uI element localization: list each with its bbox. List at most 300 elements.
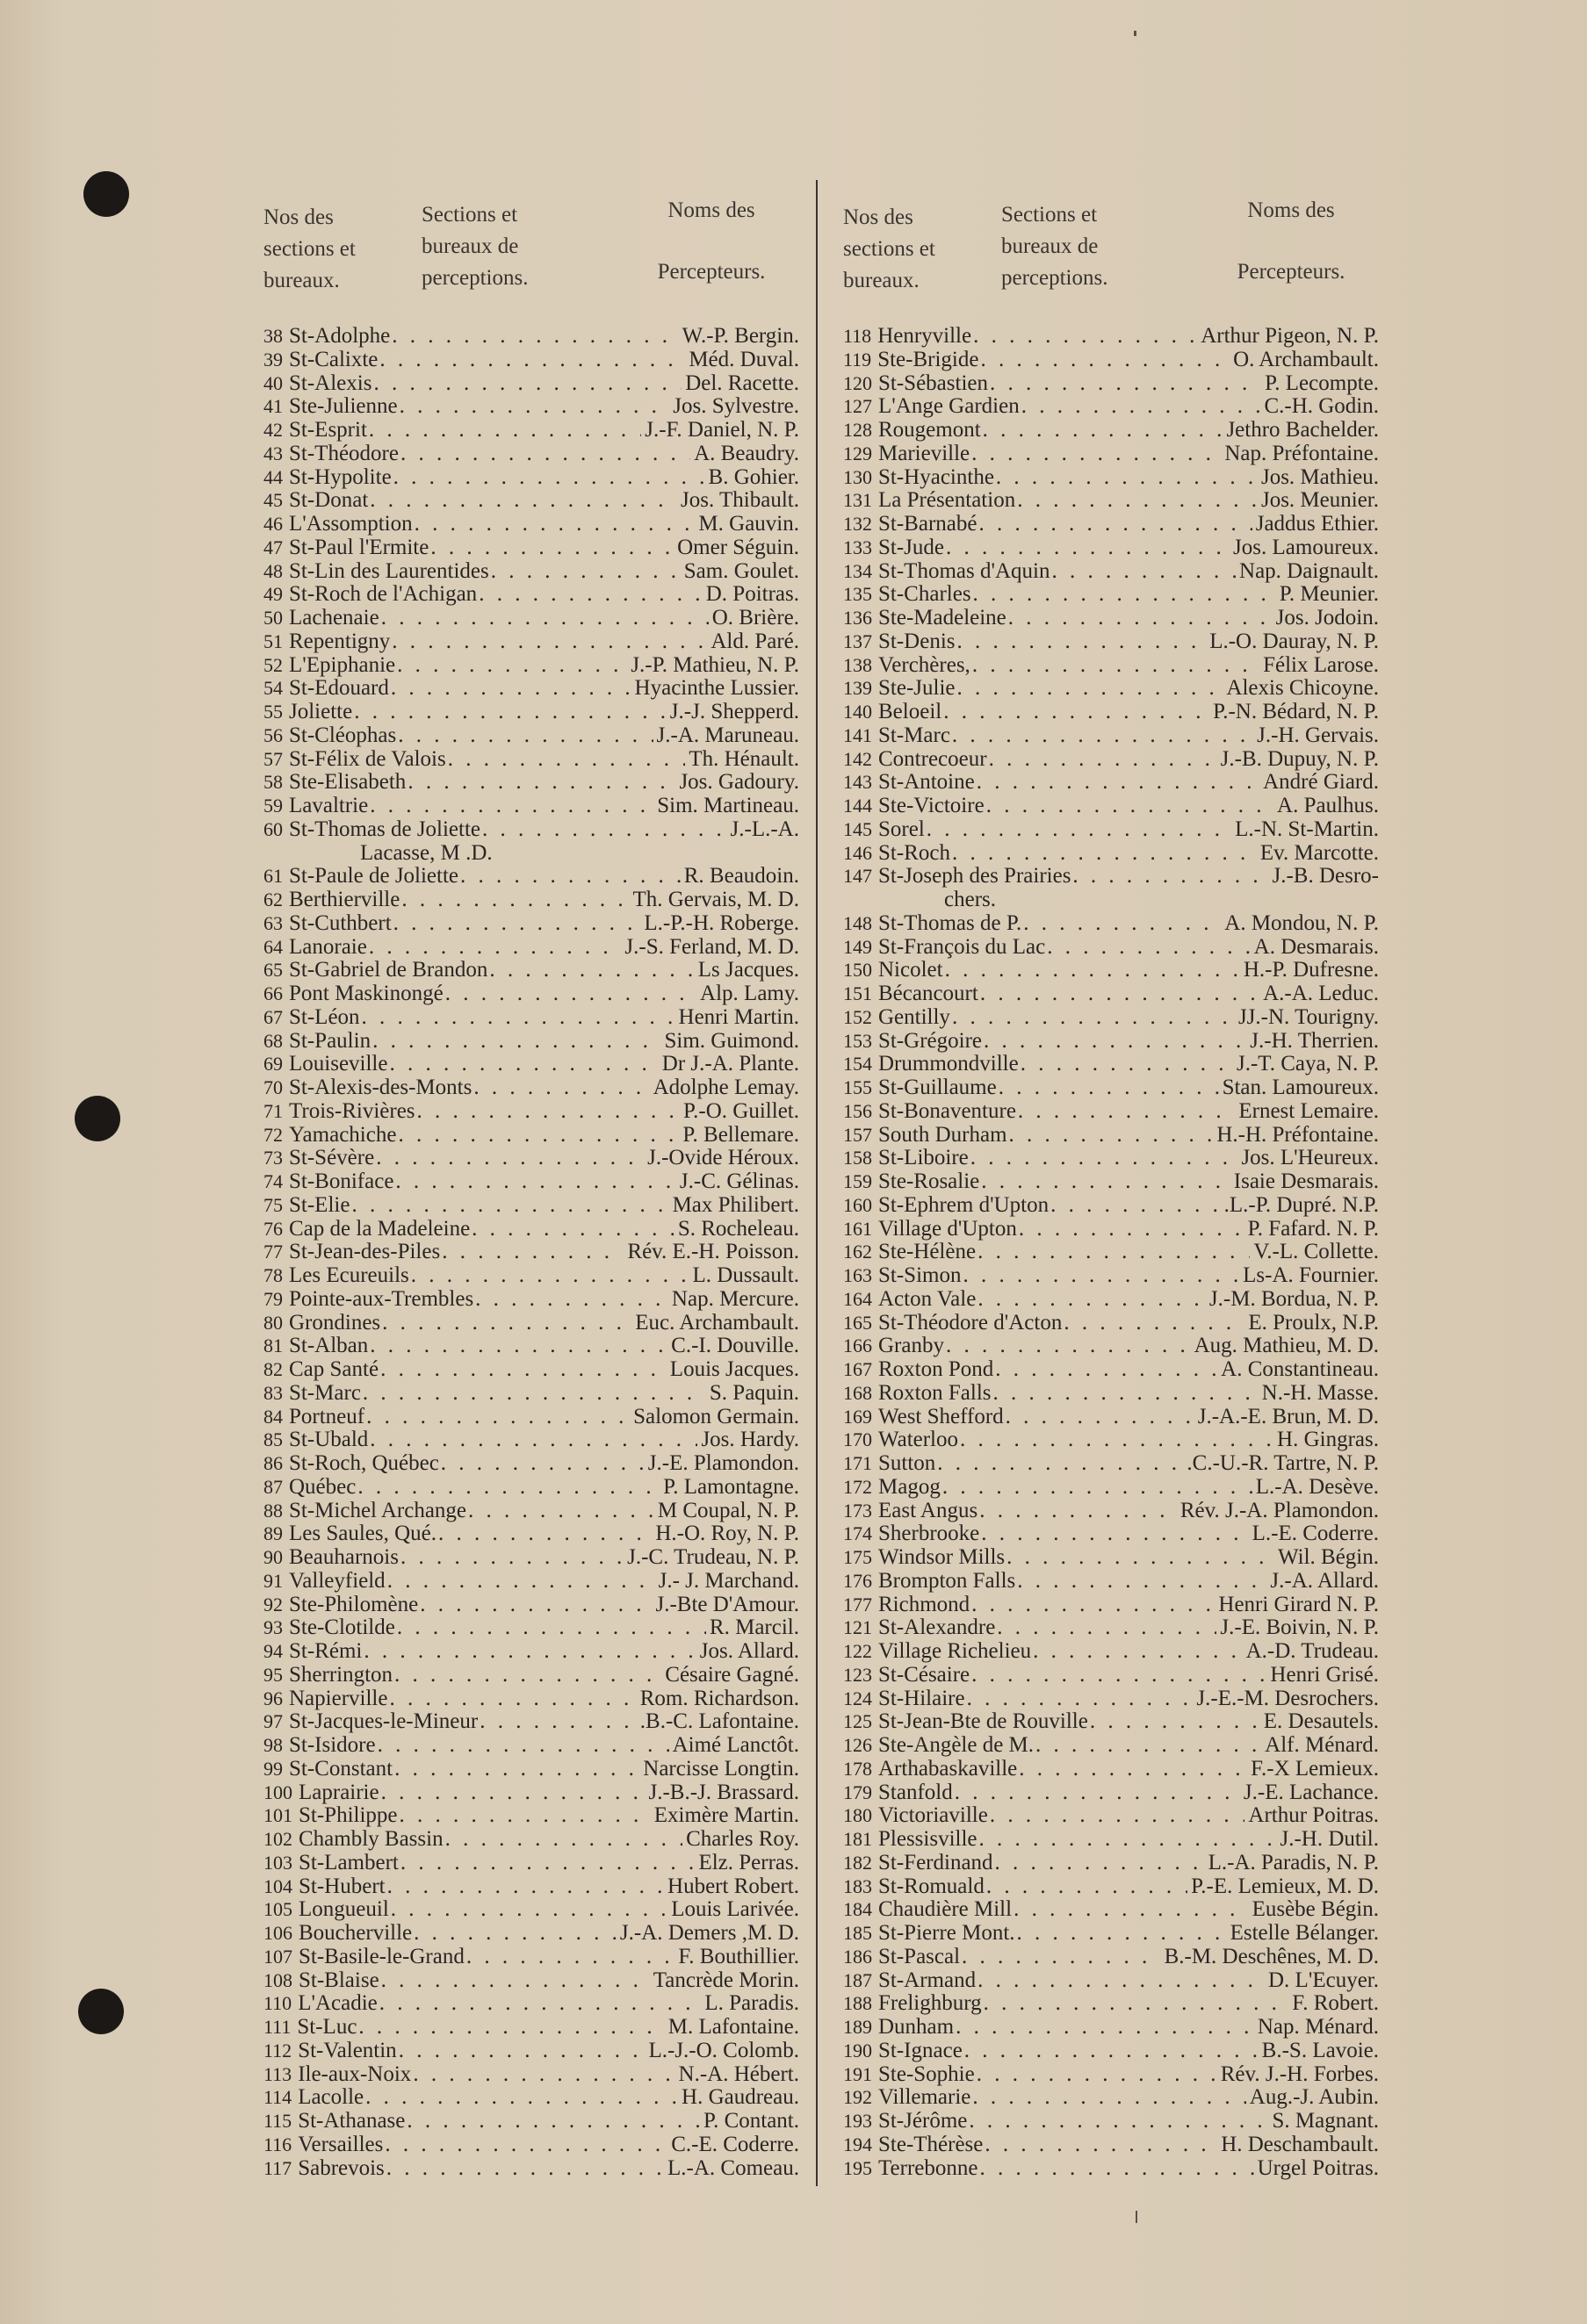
dot-leader	[976, 1288, 1206, 1312]
collector-name: Eusèbe Bégin.	[1252, 1897, 1379, 1922]
list-item	[843, 395, 1379, 419]
list-item	[263, 677, 799, 701]
section-number: 162	[843, 1241, 872, 1263]
list-item	[843, 795, 1379, 818]
list-item	[263, 1710, 799, 1734]
collector-name: D. L'Ecuyer.	[1268, 1968, 1379, 1992]
section-name: Beauharnois	[289, 1545, 399, 1569]
collector-name: J.-E. Plamondon.	[647, 1451, 799, 1475]
collector-name: Nap. Mercure.	[671, 1286, 799, 1311]
list-item	[843, 1710, 1379, 1734]
collector-name: J.-S. Ferland, M. D.	[624, 934, 799, 959]
dot-leader	[368, 489, 677, 513]
collector-name: A. Paulhus.	[1277, 794, 1379, 817]
list-item	[843, 1312, 1379, 1335]
section-name: St-Armand	[878, 1968, 977, 1992]
dot-leader	[378, 1992, 702, 2016]
dot-leader	[970, 654, 1259, 678]
collector-name: A. Mondou, N. P.	[1224, 910, 1379, 935]
collector-name-continued: Lacasse, M .D.	[360, 840, 493, 865]
list-item	[843, 536, 1379, 560]
list-item	[843, 1992, 1379, 2016]
section-number: 147	[843, 865, 872, 888]
collector-name: E. Proulx, N.P.	[1248, 1310, 1379, 1335]
collector-name: Euc. Archambault.	[635, 1310, 799, 1335]
list-item	[843, 583, 1379, 607]
binder-hole-bottom	[78, 1989, 124, 2034]
section-name: Ste-Philomène	[289, 1592, 419, 1616]
column-headers	[263, 198, 799, 307]
section-name: Lachenaie	[289, 606, 379, 630]
list-item	[263, 1194, 799, 1218]
section-number: 166	[843, 1335, 872, 1357]
list-item	[843, 1076, 1379, 1100]
list-item	[263, 2040, 799, 2063]
list-item	[263, 1898, 799, 1922]
column-divider	[816, 180, 818, 2186]
collector-name: Jos. Thibault.	[681, 488, 799, 513]
dot-leader	[392, 466, 705, 490]
dot-leader	[389, 1898, 667, 1922]
collector-name: N.-A. Hébert.	[678, 2061, 799, 2086]
collector-name: J.-L.-A.	[730, 817, 799, 841]
section-number: 160	[843, 1193, 872, 1216]
dot-leader	[994, 466, 1258, 490]
dot-leader	[977, 2157, 1253, 2181]
list-item	[843, 1428, 1379, 1452]
dot-leader	[970, 1594, 1215, 1617]
list-item	[263, 1428, 799, 1452]
list-item	[263, 325, 799, 349]
section-name: Les Saules, Qué.	[289, 1522, 437, 1546]
section-number: 174	[843, 1522, 872, 1545]
list-item	[263, 1922, 799, 1946]
section-number: 74	[263, 1170, 283, 1192]
section-name: Repentigny	[289, 629, 391, 653]
list-item	[263, 1992, 799, 2016]
section-name: St-Pascal	[878, 1944, 961, 1968]
section-name: Sorel	[878, 817, 925, 841]
section-number: 137	[843, 630, 872, 652]
collector-name: Jos. Meunier.	[1260, 488, 1379, 513]
dot-leader	[970, 1664, 1266, 1687]
collector-name: L.-J.-O. Colomb.	[648, 2038, 799, 2062]
section-number: 60	[263, 817, 283, 840]
section-number: 113	[263, 2062, 292, 2085]
list-item	[843, 724, 1379, 748]
collector-name: Charles Roy.	[686, 1827, 799, 1851]
section-number: 107	[263, 1945, 292, 1968]
section-number: 124	[843, 1687, 872, 1709]
section-number: 141	[843, 723, 872, 746]
collector-name: Alp. Lamy.	[700, 982, 799, 1005]
list-item	[263, 1030, 799, 1054]
right-column	[843, 198, 1379, 2180]
collector-name: Del. Racette.	[685, 371, 799, 395]
section-number: 134	[843, 559, 872, 582]
list-item	[843, 2063, 1379, 2087]
list-item	[843, 1946, 1379, 1969]
section-name: Village Richelieu	[878, 1639, 1032, 1663]
list-item	[843, 1758, 1379, 1781]
collector-name: S. Magnant.	[1272, 2109, 1379, 2133]
section-number: 57	[263, 747, 283, 770]
section-number: 65	[263, 959, 283, 982]
section-number: 64	[263, 935, 283, 958]
section-name: Sutton	[878, 1451, 936, 1475]
section-number: 179	[843, 1781, 872, 1803]
collector-name: Dr J.-A. Plante.	[661, 1052, 799, 1076]
dot-leader	[983, 2133, 1217, 2157]
collector-name: L.-A. Comeau.	[667, 2155, 799, 2180]
collector-name: JJ.-N. Tourigny.	[1237, 1004, 1379, 1029]
section-name: Arthabaskaville	[878, 1756, 1018, 1781]
section-number: 40	[263, 371, 283, 394]
section-name: St-Michel Archange	[289, 1498, 467, 1522]
section-name: Ste-Victoire	[878, 794, 985, 817]
collector-name: Urgel Poitras.	[1257, 2155, 1379, 2180]
section-number: 86	[263, 1452, 283, 1474]
list-item	[263, 1124, 799, 1148]
section-number: 58	[263, 771, 283, 794]
collector-name: J.-E.-M. Desrochers.	[1196, 1686, 1379, 1710]
dot-leader	[1071, 865, 1268, 889]
section-name: Nicolet	[878, 958, 943, 982]
section-number: 88	[263, 1499, 283, 1522]
dot-leader	[1019, 1053, 1233, 1076]
section-number: 97	[263, 1710, 283, 1733]
section-name: St-Luc	[297, 2015, 357, 2039]
dot-leader	[415, 1100, 681, 1124]
dot-leader	[379, 1781, 646, 1805]
section-name: Gentilly	[878, 1004, 950, 1029]
section-name: St-Ferdinand	[878, 1850, 993, 1874]
list-item	[263, 818, 799, 842]
dot-leader	[985, 795, 1273, 818]
dot-leader	[396, 1124, 679, 1148]
section-name: Laprairie	[299, 1780, 379, 1804]
section-number: 54	[263, 677, 283, 700]
dot-leader	[978, 982, 1259, 1006]
section-number: 79	[263, 1287, 283, 1310]
list-item	[843, 1898, 1379, 1922]
dot-leader	[979, 1170, 1230, 1194]
collector-name: Alexis Chicoyne.	[1226, 676, 1379, 701]
dot-leader	[944, 536, 1230, 560]
dot-leader	[489, 560, 681, 584]
list-item	[263, 1476, 799, 1500]
dot-leader	[393, 1664, 661, 1687]
section-number: 98	[263, 1734, 283, 1756]
collector-name: P.-N. Bédard, N. P.	[1213, 700, 1379, 723]
section-name: Pont Maskinongé	[289, 982, 444, 1005]
section-number: 94	[263, 1640, 283, 1662]
section-name: Village d'Upton	[878, 1216, 1017, 1241]
collector-name: F. Robert.	[1292, 1991, 1379, 2016]
list-item	[263, 1006, 799, 1030]
list-item	[263, 2110, 799, 2133]
list-item	[843, 912, 1379, 936]
collector-name: O. Archambault.	[1233, 347, 1379, 371]
section-number: 168	[843, 1381, 872, 1404]
dot-leader	[961, 1264, 1239, 1288]
dot-leader	[976, 1241, 1250, 1264]
section-name: Verchères,	[878, 652, 970, 677]
list-item	[263, 654, 799, 678]
list-item	[263, 2157, 799, 2181]
section-number: 100	[263, 1781, 292, 1803]
collector-name: P.-O. Guillet.	[683, 1098, 799, 1123]
dot-leader	[993, 1358, 1217, 1382]
section-number: 106	[263, 1922, 292, 1944]
dot-leader	[1005, 1546, 1274, 1570]
section-name: Victoriaville	[878, 1803, 988, 1828]
section-number: 138	[843, 653, 872, 676]
section-number: 78	[263, 1264, 283, 1286]
section-name: St-Barnabé	[878, 512, 977, 536]
collector-name: Alf. Ménard.	[1265, 1733, 1379, 1757]
list-item	[263, 2133, 799, 2157]
section-number: 111	[263, 2016, 292, 2038]
section-number: 103	[263, 1851, 292, 1874]
list-item	[263, 395, 799, 419]
section-name: Ste-Julie	[878, 676, 956, 701]
dot-leader	[977, 1828, 1277, 1852]
list-item	[263, 630, 799, 654]
collector-name: Jos. Gadoury.	[679, 770, 799, 795]
section-name: St-Hyacinthe	[878, 464, 994, 489]
collector-name: Méd. Duval.	[689, 347, 799, 371]
dot-leader	[398, 395, 670, 419]
collector-name: Rév. E.-H. Poisson.	[627, 1240, 799, 1264]
section-name: St-Jean-Bte de Rouville	[878, 1709, 1088, 1734]
dot-leader	[470, 1218, 674, 1241]
dot-leader	[376, 1734, 669, 1758]
section-name: St-Joseph des Prairies	[878, 864, 1071, 889]
dot-leader	[975, 2063, 1217, 2087]
section-number: 155	[843, 1076, 872, 1098]
section-number: 104	[263, 1874, 292, 1897]
section-number: 125	[843, 1710, 872, 1733]
section-name: Henryville	[877, 324, 972, 348]
section-name: Granby	[878, 1334, 944, 1358]
collector-name: H.-H. Préfontaine.	[1216, 1122, 1379, 1147]
collector-name: Jos. Lamoureux.	[1233, 535, 1379, 559]
list-item	[263, 1828, 799, 1852]
section-name: L'Acadie	[298, 1991, 378, 2016]
section-number: 69	[263, 1053, 283, 1076]
collector-name: Jos. L'Heureux.	[1241, 1146, 1379, 1170]
section-number: 46	[263, 513, 283, 535]
dot-leader	[1045, 936, 1250, 960]
collector-name: Sam. Goulet.	[683, 558, 799, 583]
collector-name: Sim. Martineau.	[657, 794, 799, 817]
section-name: Stanfold	[878, 1780, 953, 1804]
section-number: 192	[843, 2086, 872, 2109]
list-item	[843, 701, 1379, 724]
section-name: St-Cuthbert	[289, 910, 392, 935]
collector-name: Arthur Poitras.	[1248, 1803, 1379, 1828]
section-number: 153	[843, 1029, 872, 1052]
dot-leader	[466, 1500, 654, 1523]
section-name: St-Thomas d'Aquin	[878, 558, 1050, 583]
section-number: 158	[843, 1147, 872, 1169]
section-name: Sabrevois	[298, 2155, 385, 2180]
section-number: 171	[843, 1452, 872, 1474]
section-name: St-Grégoire	[878, 1028, 983, 1053]
section-name: Ste-Thérèse	[878, 2132, 984, 2156]
list-item	[843, 1053, 1379, 1076]
collector-name: P. Meunier.	[1279, 582, 1379, 607]
dot-leader	[364, 1406, 630, 1429]
list-item	[263, 1053, 799, 1076]
list-item	[843, 1170, 1379, 1194]
header-collectors	[1208, 195, 1374, 288]
dot-leader	[982, 1992, 1289, 2016]
section-number: 151	[843, 982, 872, 1004]
collector-name: Jos. Sylvestre.	[673, 394, 799, 419]
dot-leader	[436, 1522, 652, 1546]
section-name: St-Jérôme	[878, 2109, 968, 2133]
dot-leader	[1020, 395, 1261, 419]
list-item	[843, 1358, 1379, 1382]
list-item	[843, 1664, 1379, 1687]
section-number: 51	[263, 630, 283, 652]
section-number: 87	[263, 1475, 283, 1498]
dot-leader	[970, 2086, 1245, 2110]
list-item	[843, 1147, 1379, 1170]
list-item	[843, 325, 1379, 349]
collector-name: C.-E. Coderre.	[671, 2132, 799, 2156]
dot-leader	[950, 1006, 1235, 1030]
list-item	[843, 982, 1379, 1006]
dot-leader	[446, 748, 686, 772]
section-number: 95	[263, 1663, 283, 1686]
collector-name: P. Lamontagne.	[663, 1474, 799, 1499]
dot-leader	[954, 2016, 1254, 2040]
list-item	[263, 959, 799, 982]
section-number: 130	[843, 465, 872, 488]
section-number: 186	[843, 1945, 872, 1968]
section-number: 181	[843, 1828, 872, 1850]
section-name: St-Rémi	[289, 1639, 363, 1663]
list-item	[843, 1922, 1379, 1946]
dot-leader	[1049, 1194, 1221, 1218]
dot-leader	[395, 1616, 706, 1640]
list-item	[263, 2086, 799, 2110]
binder-hole-middle	[75, 1096, 120, 1141]
collector-name: L. Dussault.	[692, 1263, 799, 1287]
collector-name: M Coupal, N. P.	[657, 1498, 799, 1522]
section-number: 83	[263, 1381, 283, 1404]
section-name: St-Donat	[289, 488, 369, 513]
dot-leader	[387, 1053, 658, 1076]
list-item	[263, 795, 799, 818]
collector-name: Césaire Gagné.	[665, 1662, 799, 1687]
section-number: 189	[843, 2016, 872, 2038]
dot-leader	[956, 677, 1223, 701]
list-item	[843, 1030, 1379, 1054]
section-name: St-Elie	[289, 1192, 350, 1217]
dot-leader	[367, 936, 622, 960]
section-number: 178	[843, 1757, 872, 1780]
section-number: 131	[843, 489, 872, 512]
dot-leader	[396, 724, 653, 748]
collector-name: J.-B.-J. Brassard.	[648, 1780, 799, 1804]
section-number: 117	[263, 2156, 292, 2179]
dot-leader	[963, 2040, 1259, 2063]
section-name: St-Félix de Valois	[289, 746, 446, 771]
list-item	[843, 1241, 1379, 1264]
list-item	[263, 442, 799, 466]
section-name: St-Hypolite	[289, 464, 392, 489]
dot-leader	[395, 654, 627, 678]
list-item	[843, 630, 1379, 654]
collector-name: Stan. Lamoureux.	[1222, 1076, 1379, 1099]
collector-name: Rév. J.-A. Plamondon.	[1179, 1498, 1379, 1522]
section-number: 96	[263, 1687, 283, 1709]
section-name: Windsor Mills	[878, 1545, 1006, 1569]
list-item	[843, 2016, 1379, 2040]
section-name: South Durham	[878, 1122, 1007, 1147]
collector-name: Jos. Jodoin.	[1275, 606, 1379, 630]
collector-name: Aug.-J. Aubin.	[1249, 2085, 1379, 2110]
section-number: 126	[843, 1734, 872, 1756]
list-item	[263, 1382, 799, 1406]
collector-name: F. Bouthillier.	[678, 1944, 799, 1968]
header-collectors-top: Noms des	[1247, 198, 1335, 222]
list-item	[263, 1781, 799, 1805]
dot-leader	[971, 583, 1276, 607]
collector-name: P. Fafard. N. P.	[1247, 1216, 1379, 1241]
section-name: St-Théodore d'Acton	[878, 1310, 1063, 1335]
section-name: Ste-Brigide	[877, 347, 979, 371]
section-name: Brompton Falls	[878, 1568, 1016, 1593]
collector-name: Th. Hénault.	[689, 746, 799, 771]
collector-name: Nap. Préfontaine.	[1224, 441, 1379, 465]
section-number: 140	[843, 701, 872, 723]
section-number: 164	[843, 1287, 872, 1310]
list-item	[843, 677, 1379, 701]
header-section-names: Sections et bureaux de perceptions.	[1001, 203, 1108, 290]
section-name: Sherbrooke	[878, 1522, 980, 1546]
dot-leader	[982, 1030, 1246, 1054]
collector-name: .L.-P. Dupré. N.P.	[1223, 1192, 1379, 1217]
collector-name: L.-A. Paradis, N. P.	[1208, 1850, 1379, 1874]
collector-name: S. Paquin.	[709, 1380, 799, 1405]
section-name: Chaudière Mill	[878, 1897, 1013, 1922]
section-number: 38	[263, 325, 283, 347]
section-number: 41	[263, 395, 283, 418]
list-item	[843, 1546, 1379, 1570]
section-number: 44	[263, 465, 283, 488]
list-item	[263, 349, 799, 372]
collector-name: B.-S. Lavoie.	[1261, 2038, 1379, 2062]
dot-leader	[1015, 1922, 1227, 1946]
dot-leader	[1017, 1758, 1247, 1781]
dot-leader	[480, 818, 727, 842]
collector-name: L.-A. Desève.	[1255, 1474, 1379, 1499]
section-name: St-Isidore	[289, 1733, 376, 1757]
dot-leader	[371, 1030, 660, 1054]
list-item	[263, 771, 799, 795]
dot-leader	[477, 583, 703, 607]
section-name: Chambly Bassin	[299, 1827, 444, 1851]
section-name: St-Constant	[289, 1756, 393, 1781]
list-item	[843, 889, 1379, 912]
list-item	[263, 748, 799, 772]
list-item	[843, 1006, 1379, 1030]
